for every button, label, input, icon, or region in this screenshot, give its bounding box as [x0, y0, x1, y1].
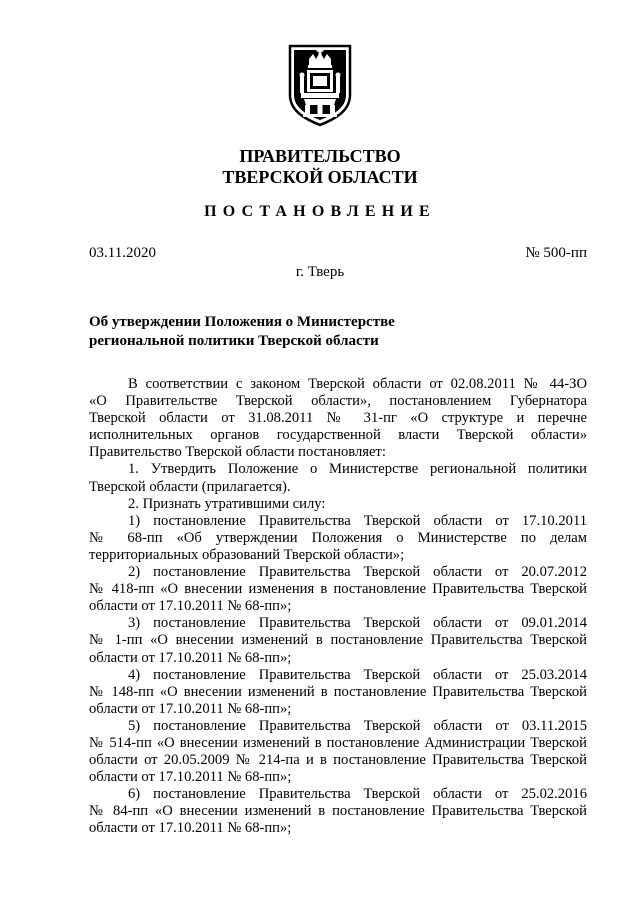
body-line: № 418-пп «О внесении изменения в постановление Правительства Тверской — [89, 581, 587, 598]
subject-line-1: Об утверждении Положения о Министерстве — [89, 314, 395, 330]
body-line: исполнительных органов государственной власти Тверской области» — [89, 427, 587, 444]
body-line: 1. Утвердить Положение о Министерстве региональной политики — [128, 461, 587, 478]
document-type-heading: ПОСТАНОВЛЕНИЕ — [204, 203, 436, 220]
body-line: 2) постановление Правительства Тверской области от 20.07.2012 — [128, 564, 587, 581]
body-line: территориальных образований Тверской области»; — [89, 546, 405, 563]
body-line: Тверской области от 31.08.2011 № 31-пг «О структуре и перечне — [89, 410, 587, 427]
document-subject — [89, 313, 395, 351]
body-line: 5) постановление Правительства Тверской области от 03.11.2015 — [128, 717, 587, 734]
body-line: Тверской области (прилагается). — [89, 478, 291, 495]
body-line: 1) постановление Правительства Тверской области от 17.10.2011 — [128, 512, 587, 529]
body-line: Правительство Тверской области постановляет: — [89, 444, 386, 461]
government-title-line-1: ПРАВИТЕЛЬСТВО — [239, 146, 401, 166]
body-line: 6) постановление Правительства Тверской области от 25.02.2016 — [128, 786, 587, 803]
document-body — [89, 376, 587, 838]
body-line: «О Правительстве Тверской области», постановлением Губернатора — [89, 393, 587, 410]
body-line: 3) постановление Правительства Тверской области от 09.01.2014 — [128, 615, 587, 632]
body-line: области от 17.10.2011 № 68-пп»; — [89, 598, 292, 615]
tver-region-coat-of-arms-icon — [287, 43, 353, 127]
body-line: № 514-пп «О внесении изменений в постановление Администрации Тверской — [89, 734, 587, 751]
document-date: 03.11.2020 — [89, 245, 156, 261]
body-line: области от 17.10.2011 № 68-пп»; — [89, 769, 292, 786]
subject-line-2: региональной политики Тверской области — [89, 333, 379, 349]
document-city: г. Тверь — [295, 264, 345, 280]
body-line: области от 20.05.2009 № 214-па и в постановление Правительства Тверской — [89, 752, 587, 769]
government-title-line-2: ТВЕРСКОЙ ОБЛАСТИ — [222, 167, 418, 187]
body-line: 4) постановление Правительства Тверской области от 25.03.2014 — [128, 666, 587, 683]
body-line: № 148-пп «О внесении изменений в постановление Правительства Тверской — [89, 683, 587, 700]
body-line: № 1-пп «О внесении изменений в постановление Правительства Тверской — [89, 632, 587, 649]
body-line: В соответствии с законом Тверской области от 02.08.2011 № 44-ЗО — [128, 376, 587, 392]
body-line: области от 17.10.2011 № 68-пп»; — [89, 820, 292, 837]
body-line: 2. Признать утратившими силу: — [128, 495, 326, 512]
body-line: области от 17.10.2011 № 68-пп»; — [89, 700, 292, 717]
document-number: № 500-пп — [525, 245, 587, 261]
body-line: № 68-пп «Об утверждении Положения о Министерстве по делам — [89, 529, 587, 546]
body-line: области от 17.10.2011 № 68-пп»; — [89, 649, 292, 666]
body-line: № 84-пп «О внесении изменений в постановление Правительства Тверской — [89, 803, 587, 820]
